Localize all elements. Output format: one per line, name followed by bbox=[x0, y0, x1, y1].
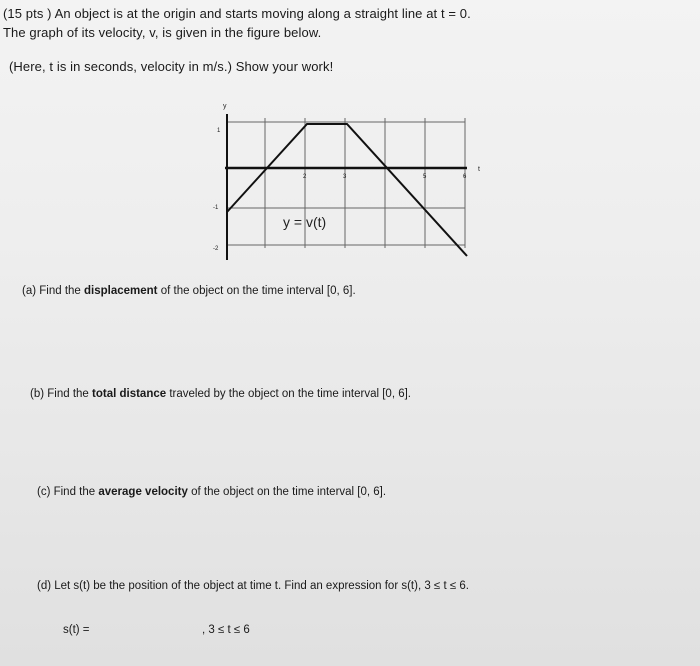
question-a-suffix: of the object on the time interval [0, 6]. bbox=[160, 285, 356, 297]
problem-intro-text: (15 pts ) An object is at the origin and starts moving along a straight line at t = 0. bbox=[3, 6, 471, 21]
question-a-keyword: displacement bbox=[84, 285, 158, 297]
y-tick-neg1: -1 bbox=[213, 205, 219, 211]
velocity-graph bbox=[195, 100, 495, 270]
t-tick-3: 3 bbox=[343, 174, 347, 180]
problem-graph-line bbox=[3, 25, 321, 40]
velocity-curve bbox=[227, 124, 467, 256]
problem-units-line bbox=[9, 59, 333, 74]
question-c-suffix: of the object on the time interval [0, 6]. bbox=[191, 486, 387, 498]
question-b bbox=[30, 388, 411, 400]
problem-intro-line bbox=[3, 6, 471, 21]
question-a-prefix: (a) Find the bbox=[22, 285, 81, 297]
question-c bbox=[37, 486, 386, 498]
t-tick-5: 5 bbox=[423, 174, 427, 180]
answer-domain-text: , 3 ≤ t ≤ 6 bbox=[202, 624, 250, 636]
answer-label bbox=[63, 624, 90, 636]
y-axis-letter: y bbox=[223, 103, 227, 110]
y-tick-neg2: -2 bbox=[213, 246, 219, 252]
velocity-function-label: y = v(t) bbox=[283, 214, 327, 230]
answer-domain bbox=[202, 624, 250, 636]
t-axis-letter: t bbox=[478, 166, 480, 173]
question-d bbox=[37, 580, 469, 592]
y-tick-1: 1 bbox=[217, 128, 221, 134]
problem-units-text: (Here, t is in seconds, velocity in m/s.) Show your work! bbox=[9, 59, 334, 74]
answer-label-text: s(t) = bbox=[63, 624, 90, 636]
question-b-keyword: total distance bbox=[92, 388, 167, 400]
t-tick-6: 6 bbox=[463, 174, 467, 180]
question-c-keyword: average velocity bbox=[98, 486, 188, 498]
question-a bbox=[22, 285, 356, 297]
question-b-suffix: traveled by the object on the time interval [0, 6]. bbox=[169, 388, 411, 400]
question-d-text: (d) Let s(t) be the position of the object at time t. Find an expression for s(t), 3 ≤ t ≤ 6. bbox=[37, 580, 469, 592]
graph-grid bbox=[227, 118, 465, 248]
question-b-prefix: (b) Find the bbox=[30, 388, 89, 400]
question-c-prefix: (c) Find the bbox=[37, 486, 96, 498]
t-tick-2: 2 bbox=[303, 174, 307, 180]
problem-graph-text: The graph of its velocity, v, is given in the figure below. bbox=[3, 25, 322, 40]
